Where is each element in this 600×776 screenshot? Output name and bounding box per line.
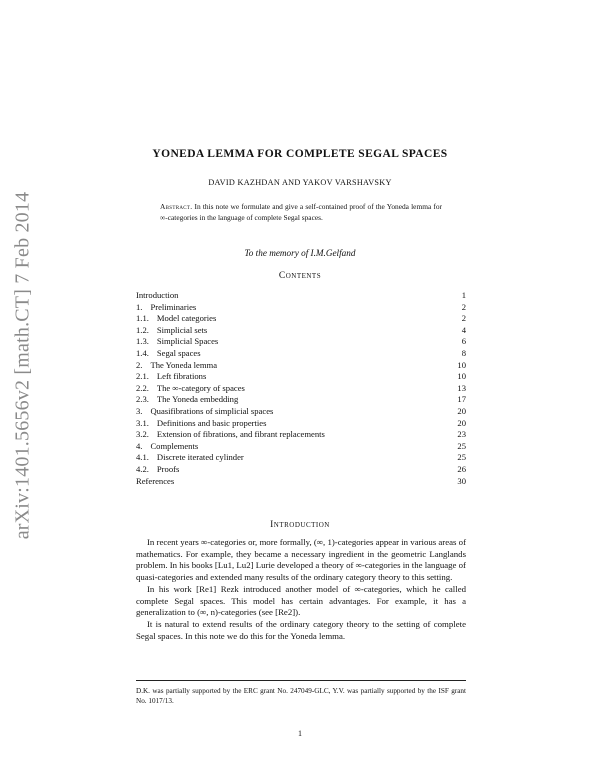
intro-paragraph-3: It is natural to extend results of the ordinary category theory to the setting of complete Segal spaces. In this note we do this for the Yoneda lemma. bbox=[136, 618, 466, 641]
toc-entry[interactable] bbox=[136, 302, 466, 314]
toc-entry[interactable] bbox=[136, 429, 466, 441]
toc-entry[interactable] bbox=[136, 394, 466, 406]
toc-entry-number: 1. bbox=[136, 301, 143, 312]
toc-entry-text: Definitions and basic properties bbox=[156, 417, 267, 428]
paper-authors: DAVID KAZHDAN AND YAKOV VARSHAVSKY bbox=[208, 178, 392, 187]
toc-entry-number: 1.1. bbox=[136, 313, 149, 324]
abstract bbox=[160, 201, 442, 223]
toc-entry-page: 10 bbox=[457, 371, 466, 382]
toc-entry-number: 4.2. bbox=[136, 463, 149, 474]
toc-entry-text: Left fibrations bbox=[156, 371, 207, 382]
toc-entry-page: 4 bbox=[461, 324, 466, 335]
toc-entry-page: 30 bbox=[457, 475, 466, 486]
toc-entry-text: Discrete iterated cylinder bbox=[156, 452, 244, 463]
toc-entry-number: 1.3. bbox=[136, 336, 149, 347]
toc-entry-number: 4.1. bbox=[136, 452, 149, 463]
toc-entry-page: 26 bbox=[457, 463, 466, 474]
toc-entry-number: 2. bbox=[136, 359, 143, 370]
toc-entry-number: 3.1. bbox=[136, 417, 149, 428]
toc-entry-page: 1 bbox=[461, 290, 466, 300]
toc-entry-text: Segal spaces bbox=[156, 347, 201, 358]
page-number: 1 bbox=[298, 729, 302, 738]
toc-entry-page: 20 bbox=[457, 405, 466, 416]
toc-entry-text: Introduction bbox=[136, 290, 179, 300]
introduction-heading: Introduction bbox=[270, 520, 330, 530]
toc-entry[interactable] bbox=[136, 371, 466, 383]
paper-title: YONEDA LEMMA FOR COMPLETE SEGAL SPACES bbox=[152, 148, 448, 160]
toc-entry-title bbox=[136, 371, 206, 383]
toc-entry-text: The Yoneda lemma bbox=[150, 359, 218, 370]
toc-entry-number: 3. bbox=[136, 405, 143, 416]
toc-entry-title bbox=[136, 452, 244, 464]
toc-entry-text: Simplicial sets bbox=[156, 324, 208, 335]
toc-entry-number: 3.2. bbox=[136, 429, 149, 440]
footnote-text: D.K. was partially supported by the ERC grant No. 247049-GLC, Y.V. was partially supported by the ISF grant No. 1017/13. bbox=[136, 687, 466, 705]
toc-entry-title bbox=[136, 290, 178, 302]
toc-entry[interactable] bbox=[136, 452, 466, 464]
dedication: To the memory of I.M.Gelfand bbox=[244, 248, 356, 258]
intro-paragraph-2: In his work [Re1] Rezk introduced another model of ∞-categories, which he called complete Segal spaces. This model has certain advantages. For example, it has a generalization to (∞, n)-categories (see [Re2]). bbox=[136, 583, 466, 618]
toc-entry-page: 20 bbox=[457, 417, 466, 428]
intro-paragraph-1: In recent years ∞-categories or, more formally, (∞, 1)-categories appear in various areas of mathematics. For example, they became a necessary ingredient in the geometric Langlands problem. In his books [Lu1, Lu2] Lurie developed a theory of ∞-categories in the language of quasi-categories and extended many results of the ordinary category theory to this setting. bbox=[136, 537, 466, 583]
toc-entry-page: 17 bbox=[457, 394, 466, 405]
toc-entry-number: 4. bbox=[136, 440, 143, 451]
toc-entry[interactable] bbox=[136, 325, 466, 337]
toc-entry-title bbox=[136, 394, 238, 406]
abstract-label: Abstract. bbox=[160, 202, 193, 211]
toc-entry-title bbox=[136, 360, 217, 372]
toc-entry[interactable] bbox=[136, 348, 466, 360]
toc-entry-text: The ∞-category of spaces bbox=[156, 382, 245, 393]
toc-entry[interactable] bbox=[136, 476, 466, 488]
toc-entry-text: Proofs bbox=[156, 463, 180, 474]
toc-entry-text: Simplicial Spaces bbox=[156, 336, 219, 347]
toc-entry-number: 2.3. bbox=[136, 394, 149, 405]
toc-entry-text: Complements bbox=[150, 440, 199, 451]
contents-heading: Contents bbox=[278, 271, 322, 281]
toc-entry-title bbox=[136, 406, 273, 418]
toc-entry[interactable] bbox=[136, 313, 466, 325]
toc-entry[interactable] bbox=[136, 418, 466, 430]
toc-entry-title bbox=[136, 476, 174, 488]
toc-entry-title bbox=[136, 313, 216, 325]
toc-entry-number: 2.1. bbox=[136, 371, 149, 382]
table-of-contents bbox=[136, 290, 466, 487]
toc-entry-number: 1.4. bbox=[136, 347, 149, 358]
toc-entry-page: 2 bbox=[461, 313, 466, 324]
toc-entry-number: 2.2. bbox=[136, 382, 149, 393]
toc-entry-title bbox=[136, 418, 266, 430]
toc-entry-title bbox=[136, 441, 198, 453]
introduction-body bbox=[136, 537, 466, 642]
toc-entry-text: Preliminaries bbox=[150, 301, 197, 312]
toc-entry-page: 25 bbox=[457, 452, 466, 463]
toc-entry-page: 25 bbox=[457, 440, 466, 451]
toc-entry-text: Extension of fibrations, and fibrant replacements bbox=[156, 429, 325, 440]
toc-entry-page: 23 bbox=[457, 429, 466, 440]
toc-entry-title bbox=[136, 302, 196, 314]
toc-entry-page: 10 bbox=[457, 359, 466, 370]
toc-entry-text: Quasifibrations of simplicial spaces bbox=[150, 405, 274, 416]
toc-entry[interactable] bbox=[136, 336, 466, 348]
toc-entry-page: 2 bbox=[461, 301, 466, 312]
toc-entry-text: Model categories bbox=[156, 313, 217, 324]
toc-entry-page: 8 bbox=[461, 347, 466, 358]
abstract-text: In this note we formulate and give a self-contained proof of the Yoneda lemma for ∞-categories in the language of complete Segal spaces. bbox=[160, 202, 442, 222]
toc-entry-text: The Yoneda embedding bbox=[156, 394, 239, 405]
toc-entry-title bbox=[136, 348, 201, 360]
arxiv-identifier bbox=[6, 160, 40, 570]
arxiv-identifier-text: arXiv:1401.5656v2 [math.CT] 7 Feb 2014 bbox=[11, 191, 34, 539]
toc-entry-title bbox=[136, 336, 218, 348]
toc-entry-number: 1.2. bbox=[136, 324, 149, 335]
toc-entry[interactable] bbox=[136, 464, 466, 476]
toc-entry[interactable] bbox=[136, 383, 466, 395]
toc-entry-text: References bbox=[136, 475, 175, 486]
toc-entry[interactable] bbox=[136, 406, 466, 418]
toc-entry[interactable] bbox=[136, 441, 466, 453]
toc-entry[interactable] bbox=[136, 360, 466, 372]
toc-entry-title bbox=[136, 325, 207, 337]
toc-entry-title bbox=[136, 464, 179, 476]
toc-entry-page: 6 bbox=[461, 336, 466, 347]
toc-entry-title bbox=[136, 429, 325, 441]
toc-entry[interactable] bbox=[136, 290, 466, 302]
toc-entry-title bbox=[136, 383, 245, 395]
toc-entry-page: 13 bbox=[457, 382, 466, 393]
footnote bbox=[136, 680, 466, 706]
